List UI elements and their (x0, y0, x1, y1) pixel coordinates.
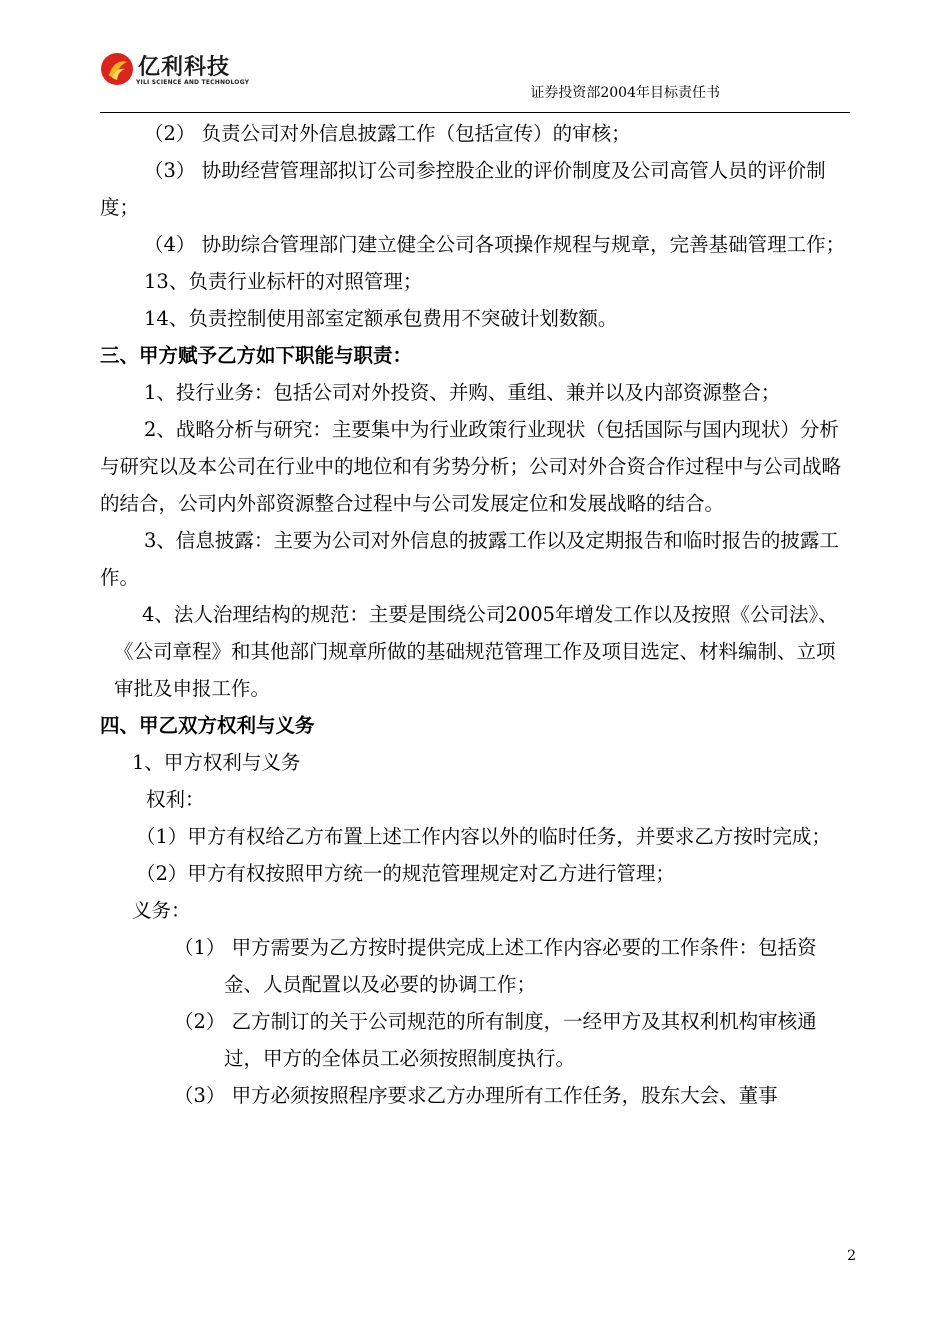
paragraph: 权利： (146, 788, 205, 811)
paragraph: 2、战略分析与研究：主要集中为行业政策行业现状（包括国际与国内现状）分析与研究以及本公司在行业中的地位和有劣势分析；公司对外合资合作过程中与公司战略的结合，公司内外部资源整合过程中与公司发展定位和发展战略的结合。 (100, 418, 842, 515)
logo-english-text: YILI SCIENCE AND TECHNOLOGY (136, 79, 250, 86)
paragraph: （4） 协助综合管理部门建立健全公司各项操作规程与规章，完善基础管理工作； (144, 233, 846, 256)
paragraph: 义务： (132, 899, 191, 922)
paragraph: 1、投行业务：包括公司对外投资、并购、重组、兼并以及内部资源整合； (144, 381, 781, 404)
paragraph: （3） 协助经营管理部拟订公司参控股企业的评价制度及公司高管人员的评价制度； (100, 159, 826, 219)
page-number: 2 (847, 1248, 856, 1264)
logo-mark-icon (100, 52, 134, 86)
document-body (100, 115, 850, 1114)
paragraph: 4、法人治理结构的规范：主要是围绕公司2005年增发工作以及按照《公司法》、《公司章程》和其他部门规章所做的基础规范管理工作及项目选定、材料编制、立项审批及申报工作。 (114, 603, 838, 700)
paragraph: （1）甲方有权给乙方布置上述工作内容以外的临时任务，并要求乙方按时完成； (136, 825, 831, 848)
paragraph: 13、负责行业标杆的对照管理； (144, 270, 423, 293)
paragraph: 1、甲方权利与义务 (132, 751, 301, 774)
paragraph: （1） 甲方需要为乙方按时提供完成上述工作内容必要的工作条件：包括资金、人员配置以及必要的协调工作； (174, 936, 817, 996)
header-divider (100, 112, 850, 113)
paragraph: （2） 乙方制订的关于公司规范的所有制度，一经甲方及其权利机构审核通过，甲方的全体员工必须按照制度执行。 (174, 1010, 817, 1070)
document-header-title: 证券投资部2004年目标责任书 (530, 85, 720, 101)
section-heading: 四、甲乙双方权利与义务 (100, 714, 315, 737)
page-header (100, 40, 850, 114)
paragraph: （2） 负责公司对外信息披露工作（包括宣传）的审核； (144, 122, 631, 145)
paragraph: （3） 甲方必须按照程序要求乙方办理所有工作任务，股东大会、董事 (174, 1084, 778, 1107)
logo-chinese-text: 亿利科技 (138, 55, 231, 80)
paragraph: 14、负责控制使用部室定额承包费用不突破计划数额。 (144, 307, 618, 330)
section-heading: 三、甲方赋予乙方如下职能与职责： (100, 344, 413, 367)
paragraph: 3、信息披露：主要为公司对外信息的披露工作以及定期报告和临时报告的披露工作。 (100, 529, 839, 589)
company-logo (100, 48, 300, 98)
paragraph: （2）甲方有权按照甲方统一的规范管理规定对乙方进行管理； (136, 862, 675, 885)
